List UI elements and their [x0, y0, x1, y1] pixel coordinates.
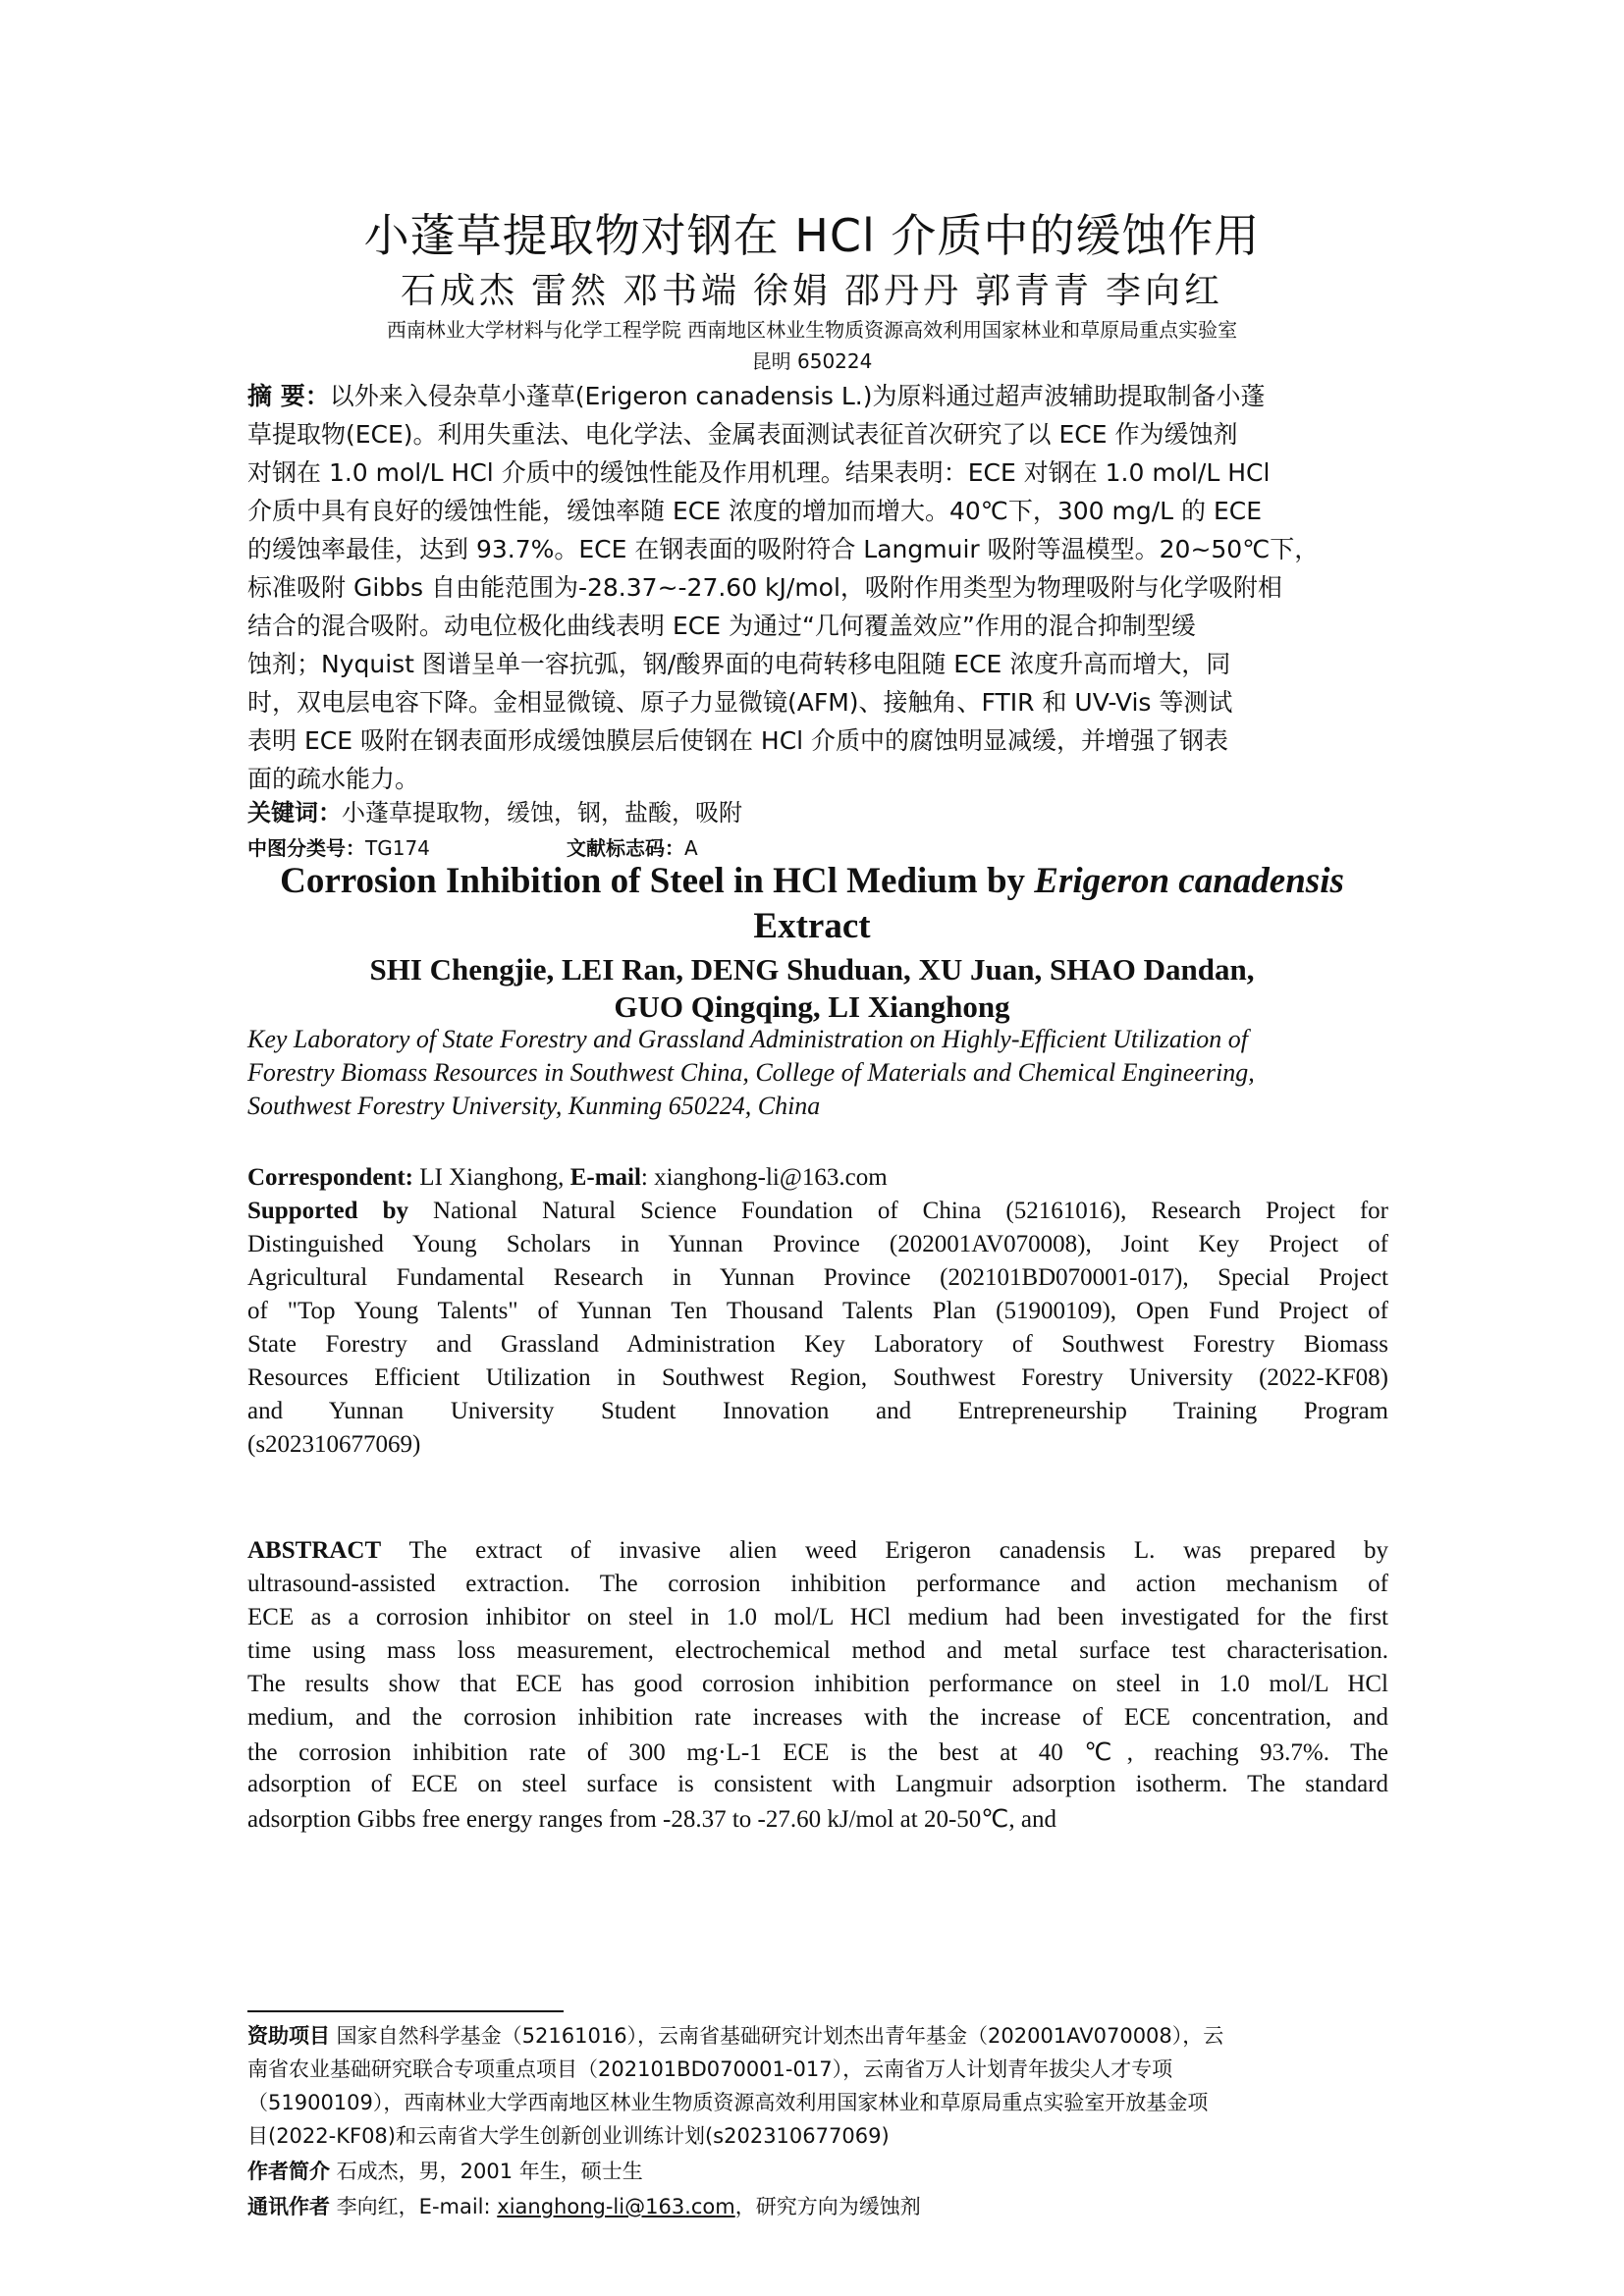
- chinese-affiliation-city: 昆明 650224: [751, 349, 873, 373]
- document-code-label: 文献标志码：: [567, 836, 684, 860]
- english-affiliation: Forestry Biomass Resources in Southwest China, College of Materials and Chemical Engineering,: [247, 1058, 1255, 1087]
- english-title-line2: Extract: [753, 906, 871, 946]
- chinese-abstract-line: 标准吸附 Gibbs 自由能范围为-28.37~-27.60 kJ/mol，吸附作用类型为物理吸附与化学吸附相: [247, 573, 1282, 602]
- chinese-abstract-line: 蚀剂；Nyquist 图谱呈单一容抗弧，钢/酸界面的电荷转移电阻随 ECE 浓度升高而增大，同: [247, 650, 1231, 678]
- chinese-abstract-line: 介质中具有良好的缓蚀性能，缓蚀率随 ECE 浓度的增加而增大。40℃下，300 mg/L 的 ECE: [247, 497, 1263, 525]
- chinese-abstract-line: 的缓蚀率最佳，达到 93.7%。ECE 在钢表面的吸附符合 Langmuir 吸附等温模型。20~50℃下，: [247, 535, 1320, 563]
- english-title: Corrosion Inhibition of Steel in HCl Medium by Erigeron canadensis: [280, 861, 1344, 901]
- corresponding-author-label: 通讯作者: [247, 2195, 330, 2218]
- author-bio: 作者简介 石成杰，男，2001 年生，硕士生: [247, 2160, 643, 2183]
- chinese-abstract-line: 结合的混合吸附。动电位极化曲线表明 ECE 为通过“几何覆盖效应”作用的混合抑制型缓: [247, 612, 1196, 640]
- chinese-title: 小蓬草提取物对钢在 HCl 介质中的缓蚀作用: [363, 209, 1261, 262]
- english-affiliation: Southwest Forestry University, Kunming 650224, China: [247, 1092, 821, 1120]
- chinese-abstract-line: 表明 ECE 吸附在钢表面形成缓蚀膜层后使钢在 HCl 介质中的腐蚀明显减缓，并增强了钢表: [247, 726, 1229, 755]
- document-code-value: A: [684, 836, 698, 860]
- footnote-divider: [247, 2010, 564, 2012]
- english-title-species: Erigeron canadensis: [1034, 861, 1344, 901]
- chinese-abstract-line: 对钢在 1.0 mol/L HCl 介质中的缓蚀性能及作用机理。结果表明：ECE 对钢在 1.0 mol/L HCl: [247, 458, 1271, 487]
- english-authors-line2: GUO Qingqing, LI Xianghong: [614, 989, 1010, 1024]
- chinese-affiliation: 西南林业大学材料与化学工程学院 西南地区林业生物质资源高效利用国家林业和草原局重点实验室: [386, 318, 1238, 342]
- email-label: E-mail: [569, 1164, 641, 1191]
- class-number-value: TG174: [365, 836, 430, 860]
- correspondent-label: Correspondent:: [247, 1164, 413, 1191]
- correspondent-email: : xianghong-li@163.com: [640, 1164, 888, 1191]
- classification-row: [247, 832, 698, 861]
- chinese-abstract-line: 面的疏水能力。: [247, 765, 420, 793]
- chinese-abstract-line: 时，双电层电容下降。金相显微镜、原子力显微镜(AFM)、接触角、FTIR 和 UV-Vis 等测试: [247, 688, 1233, 717]
- chinese-keywords: [247, 793, 742, 828]
- funding-label: 资助项目: [247, 2024, 330, 2048]
- supported-by-label: Supported by: [247, 1198, 408, 1224]
- corresponding-author: 通讯作者 李向红，E-mail: xianghong-li@163.com，研究方向为缓蚀剂: [247, 2195, 921, 2218]
- keywords-text: 小蓬草提取物，缓蚀，钢，盐酸，吸附: [342, 799, 742, 827]
- english-affiliation: Key Laboratory of State Forestry and Grassland Administration on Highly-Efficient Utilization of: [247, 1025, 1249, 1053]
- chinese-authors: 石成杰 雷然 邓书端 徐娟 邵丹丹 郭青青 李向红: [400, 271, 1223, 310]
- chinese-abstract-line: 草提取物(ECE)。利用失重法、电化学法、金属表面测试表征首次研究了以 ECE 作为缓蚀剂: [247, 420, 1238, 449]
- correspondent: Correspondent: LI Xianghong, E-mail: xianghong-li@163.com: [247, 1164, 888, 1191]
- corresponding-email-link[interactable]: xianghong-li@163.com: [497, 2195, 735, 2218]
- document-code: [567, 832, 698, 861]
- author-bio-label: 作者简介: [247, 2160, 330, 2183]
- keywords-label: 关键词：: [247, 799, 342, 827]
- abstract-label: ABSTRACT: [247, 1537, 382, 1564]
- class-number-label: 中图分类号：: [247, 836, 365, 860]
- chinese-abstract-label: 摘 要：: [247, 382, 330, 410]
- chinese-abstract-line: 摘 要：以外来入侵杂草小蓬草(Erigeron canadensis L.)为原料通过超声波辅助提取制备小蓬: [247, 382, 1266, 410]
- english-authors: SHI Chengjie, LEI Ran, DENG Shuduan, XU Juan, SHAO Dandan,: [369, 952, 1255, 987]
